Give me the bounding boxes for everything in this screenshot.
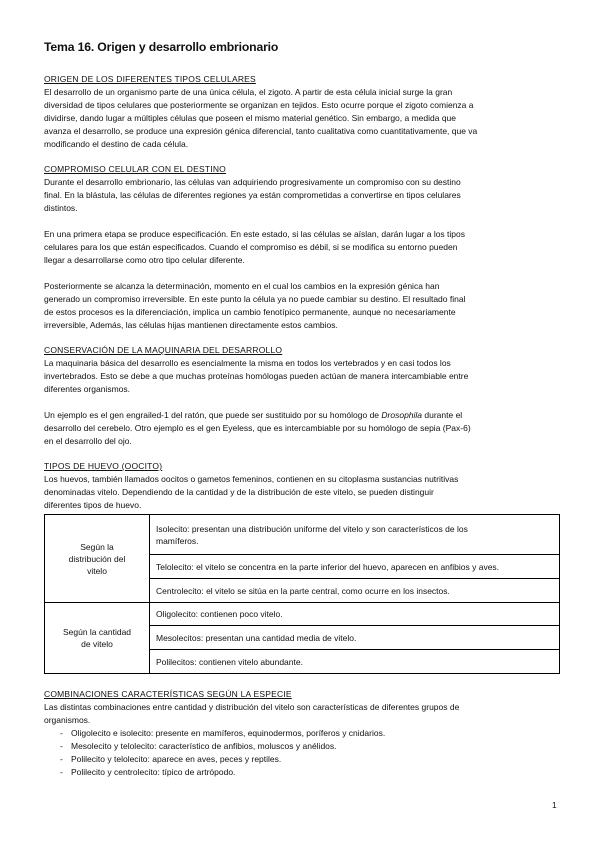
text-line: irreversible, Además, las células hijas mantienen directamente estos cambios. [44, 320, 338, 330]
species-name: Drosophila [381, 410, 423, 420]
table-row [45, 603, 560, 626]
table-cell: Centrolecito: el vitelo se sitúa en la parte central, como ocurre en los insectos. [150, 579, 560, 603]
paragraph [44, 701, 560, 727]
table-row [45, 515, 560, 555]
text-line [44, 409, 560, 422]
text-line: final. En la blástula, las células de diferentes regiones ya están comprometidas a convertirse en tipos celulares [44, 190, 461, 200]
text-line: desarrollo del cerebelo. Otro ejemplo es el gen Eyeless, que es intercambiable por su homólogo de sepia (Pax-6) [44, 423, 471, 433]
table-cell: Oligolecito: contienen poco vitelo. [150, 603, 560, 626]
paragraph [44, 86, 560, 151]
text-line: generado un compromiso irreversible. En este punto la célula ya no puede cambiar su destino. El resultado final [44, 294, 466, 304]
group-label: Según la distribución del vitelo [45, 515, 150, 603]
section-tipos-huevo [44, 460, 560, 674]
section-heading: CONSERVACIÓN DE LA MAQUINARIA DEL DESARROLLO [44, 345, 283, 355]
list-item: - Mesolecito y telolecito: característico de anfibios, moluscos y anélidos. [60, 740, 560, 753]
text-line: distintos. [44, 203, 78, 213]
text-line: Las distintas combinaciones entre cantidad y distribución del vitelo son características de diferentes grupos de [44, 702, 460, 712]
text-line: denominadas vitelo. Dependiendo de la cantidad y de la distribución de este vitelo, se pueden distinguir [44, 487, 434, 497]
text-line: diferentes organismos. [44, 384, 130, 394]
document-page [44, 40, 560, 779]
list-item: - Polilecito y telolecito: aparece en aves, peces y reptiles. [60, 753, 560, 766]
list-item: - Oligolecito e isolecito: presente en mamíferos, equinodermos, poríferos y cnidarios. [60, 727, 560, 740]
text-line: diversidad de tipos celulares que posteriormente se organizan en tejidos. Esto ocurre porque el zigoto comienza a [44, 100, 474, 110]
section-compromiso [44, 163, 560, 332]
text-line: celulares para los que están especificados. Cuando el compromiso es débil, si se modifica su entorno pueden [44, 242, 458, 252]
text-line: El desarrollo de un organismo parte de una única célula, el zigoto. A partir de esta célula inicial surge la gran [44, 87, 453, 97]
paragraph [44, 280, 560, 332]
text-run: Un ejemplo es el gen engrailed-1 del ratón, que puede ser sustituido por su homólogo de [44, 410, 382, 420]
text-line: Durante el desarrollo embrionario, las células van adquiriendo progresivamente un compromiso con su destino [44, 177, 461, 187]
table-cell: Telolecito: el vitelo se concentra en la parte inferior del huevo, aparecen en anfibios y aves. [150, 555, 560, 579]
paragraph [44, 357, 560, 396]
text-line: llegar a desarrollarse como otro tipo celular diferente. [44, 255, 245, 265]
section-heading: ORIGEN DE LOS DIFERENTES TIPOS CELULARES [44, 74, 256, 84]
text-line: modificando el destino de cada célula. [44, 139, 189, 149]
text-line: organismos. [44, 715, 91, 725]
table-cell: Polilecitos: contienen vitelo abundante. [150, 650, 560, 674]
text-line: avanza el desarrollo, se produce una expresión génica diferencial, tanto cualitativa como cuantitativamente, que va [44, 126, 478, 136]
section-heading: COMBINACIONES CARACTERÍSTICAS SEGÚN LA ESPECIE [44, 689, 292, 699]
section-conservacion [44, 344, 560, 448]
section-heading: TIPOS DE HUEVO (OOCITO) [44, 461, 163, 471]
text-line: En una primera etapa se produce especificación. En este estado, si las células se aíslan, darán lugar a los tipos [44, 229, 465, 239]
table-cell: Mesolecitos: presentan una cantidad media de vitelo. [150, 626, 560, 650]
table-cell: Isolecito: presentan una distribución uniforme del vitelo y son característicos de los mamíferos. [150, 515, 560, 555]
combinations-list [44, 727, 560, 779]
text-line: en el desarrollo del ojo. [44, 436, 132, 446]
group-label: Según la cantidad de vitelo [45, 603, 150, 674]
text-line: La maquinaria básica del desarrollo es esencialmente la misma en todos los vertebrados y en casi todos los [44, 358, 451, 368]
page-number: 1 [552, 800, 557, 810]
text-line: de estos procesos es la diferenciación, implica un cambio fenotípico permanente, aunque no necesariamente [44, 307, 456, 317]
egg-types-table [44, 514, 560, 674]
list-item: - Polilecito y centrolecito: típico de artrópodo. [60, 766, 560, 779]
text-run: durante el [422, 410, 463, 420]
section-origen [44, 73, 560, 151]
paragraph [44, 473, 560, 512]
text-line: invertebrados. Esto se debe a que muchas proteínas homólogas pueden actúan de manera intercambiable entre [44, 371, 469, 381]
text-line: diferentes tipos de huevo. [44, 500, 142, 510]
text-line: dividirse, dando lugar a múltiples células que poseen el mismo material genético. Sin embargo, a medida que [44, 113, 457, 123]
page-title: Tema 16. Origen y desarrollo embrionario [44, 40, 279, 54]
text-line: Los huevos, también llamados oocitos o gametos femeninos, contienen en su citoplasma sustancias nutritivas [44, 474, 459, 484]
section-heading: COMPROMISO CELULAR CON EL DESTINO [44, 164, 226, 174]
text-line: Posteriormente se alcanza la determinación, momento en el cual los cambios en la expresión génica han [44, 281, 440, 291]
paragraph [44, 176, 560, 215]
section-combinaciones [44, 688, 560, 779]
paragraph [44, 409, 560, 448]
paragraph [44, 228, 560, 267]
